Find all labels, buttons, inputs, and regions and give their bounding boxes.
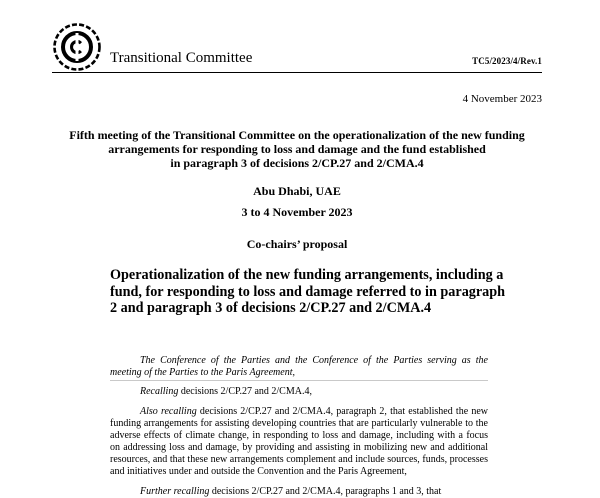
committee-name: Transitional Committee: [110, 50, 253, 66]
meeting-title: [52, 128, 542, 170]
document-symbol: TC5/2023/4/Rev.1: [472, 56, 542, 66]
proposal-label: Co-chairs’ proposal: [246, 237, 348, 251]
main-heading: Operationalization of the new funding arrangements, including a fund, for responding to loss and damage referred to in paragraph 2 and paragraph 3 of decisions 2/CP.27 and 2/CMA.4: [110, 267, 506, 316]
meeting-title-line: Fifth meeting of the Transitional Committee on the operationalization of the new funding: [69, 128, 525, 142]
paragraph-lead: Also recalling: [140, 406, 197, 417]
meeting-title-line: in paragraph 3 of decisions 2/CP.27 and 2/CMA.4: [170, 156, 424, 170]
document-date: 4 November 2023: [462, 93, 542, 105]
preamble-underline: [110, 380, 488, 381]
further-recalling-paragraph: [110, 486, 488, 498]
preamble-paragraph: The Conference of the Parties and the Conference of the Parties serving as the meeting of the Parties to the Paris Agreement,: [110, 355, 488, 378]
paragraph-text: decisions 2/CP.27 and 2/CMA.4,: [178, 386, 312, 397]
paragraph-text: decisions 2/CP.27 and 2/CMA.4, paragraph 2, that established the new funding arrangements for assisting developing countries that are particularly vulnerable to the adverse effects of climate change, in responding to loss and damage, including with a focus on addressing loss and damage, by providing and assisting in mobilizing new and additional resources, and that these new arrangements complement and include sources, funds, processes and initiatives under and outside the Convention and the Paris Agreement,: [110, 406, 488, 477]
also-recalling-paragraph: [110, 406, 488, 478]
meeting-location: Abu Dhabi, UAE: [253, 184, 341, 198]
paragraph-lead: Recalling: [140, 386, 179, 397]
header-divider: [52, 72, 542, 73]
un-climate-change-logo-icon: [52, 22, 102, 72]
meeting-dates: 3 to 4 November 2023: [241, 205, 353, 219]
meeting-title-line: arrangements for responding to loss and damage and the fund established: [108, 142, 486, 156]
paragraph-text: decisions 2/CP.27 and 2/CMA.4, paragraphs 1 and 3, that: [209, 486, 442, 497]
paragraph-lead: Further recalling: [140, 486, 210, 497]
recalling-paragraph: [140, 386, 488, 398]
